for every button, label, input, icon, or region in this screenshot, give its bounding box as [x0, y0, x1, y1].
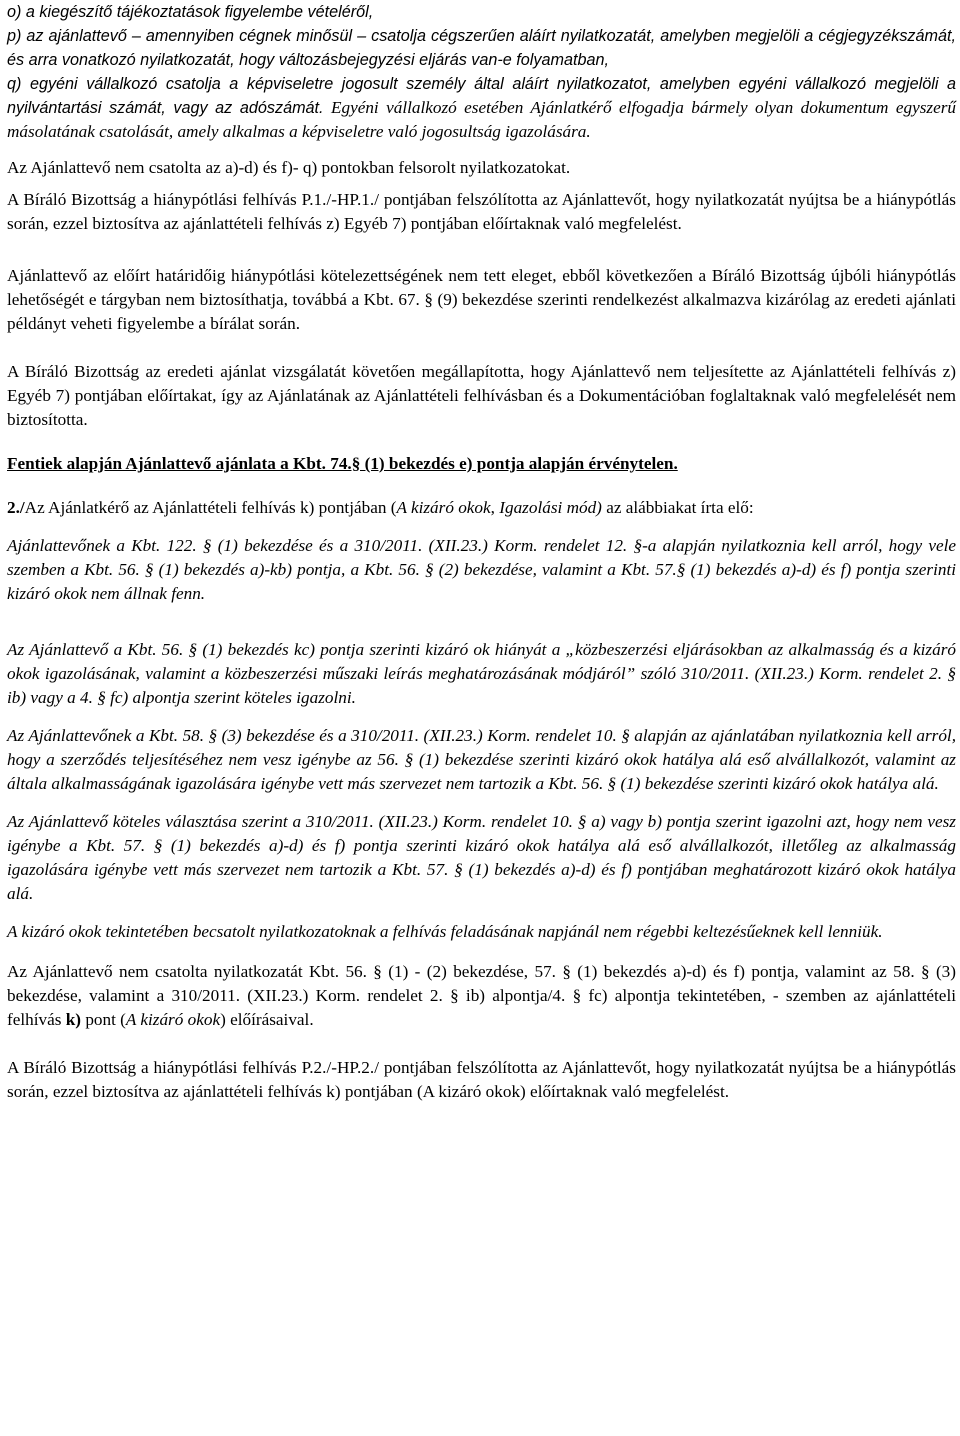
list-item-q: [7, 72, 956, 144]
requirement-2: Az Ajánlattevő a Kbt. 56. § (1) bekezdés kc) pontja szerinti kizáró ok hiányát a „közbeszerzési eljárásokban az alkalmasság és a kizáró okok igazolásának, valamint a közbeszerzési műszaki leírás meghatározásának módjáról” szóló 310/2011. (XII.23.) Korm. rendelet 2. § ib) vagy a 4. § fc) alpontja szerint köteles igazolni.: [7, 640, 956, 707]
para-5-text-1: Az Ajánlattevő nem csatolta nyilatkozatát Kbt. 56. § (1) - (2) bekezdése, 57. § (1) bekezdés a)-d) és f) pontja, valamint az 58. § (3) bekezdése, valamint a 310/2011. (XII.23.) Korm. rendelet 2. § ib) alpontja/4. § fc) alpontja tekintetében, - szemben az ajánlattételi felhívás: [7, 962, 956, 1029]
requirement-1: Ajánlattevőnek a Kbt. 122. § (1) bekezdése és a 310/2011. (XII.23.) Korm. rendelet 12. §-a alapján nyilatkoznia kell arról, hogy vele szemben a Kbt. 56. § (1) bekezdés a)-kb) pontja, a Kbt. 56. § (2) bekezdése, valamint a Kbt. 57.§ (1) bekezdés a)-d) és f) pontja szerinti kizáró okok nem állnak fenn.: [7, 536, 956, 603]
para-5-text-3: ) előírásaival.: [220, 1010, 314, 1029]
conclusion-paragraph: Fentiek alapján Ajánlattevő ajánlata a Kbt. 74.§ (1) bekezdés e) pontja alapján érvénytelen.: [7, 454, 678, 473]
second-deficiency-request-paragraph: A Bíráló Bizottság a hiánypótlási felhívás P.2./-HP.2./ pontjában felszólította az Ajánlattevőt, hogy nyilatkozatát nyújtsa be a hiánypótlás során, ezzel biztosítva az ajánlattételi felhívás k) pontjában (A kizáró okok) előírtaknak való megfelelést.: [7, 1058, 956, 1101]
requirement-4: Az Ajánlattevő köteles választása szerint a 310/2011. (XII.23.) Korm. rendelet 10. § a) vagy b) pontja szerint igazolni azt, hogy nem vesz igénybe a Kbt. 57. § (1) bekezdés a)-d) és f) pontja szerinti kizáró okok hatálya alá eső alvállalkozót, illetőleg az alkalmasság igazolására igénybe vett más szervezet nem tartozik a Kbt. 57. § (1) bekezdés a)-d) és f) pontjában meghatározott kizáró okok hatálya alá.: [7, 812, 956, 903]
section-2-text-1: Az Ajánlatkérő az Ajánlattételi felhívás k) pontjában (: [24, 498, 397, 517]
requirement-5: A kizáró okok tekintetében becsatolt nyilatkozatoknak a felhívás feladásának napjánál nem régebbi keltezésűeknek kell lenniük.: [7, 922, 883, 941]
deficiency-request-paragraph: A Bíráló Bizottság a hiánypótlási felhívás P.1./-HP.1./ pontjában felszólította az Ajánlattevőt, hogy nyilatkozatát nyújtsa be a hiánypótlás során, ezzel biztosítva az ajánlattételi felhívás z) Egyéb 7) pontjában előírtaknak való megfelelést.: [7, 190, 956, 233]
section-2-italic-2: Igazolási mód): [499, 498, 602, 517]
requirement-3: Az Ajánlattevőnek a Kbt. 58. § (3) bekezdése és a 310/2011. (XII.23.) Korm. rendelet 10. § alapján az ajánlatában nyilatkoznia kell arról, hogy a szerződés teljesítéséhez nem vesz igénybe az 56. § (1) bekezdése szerinti kizáró okok hatálya alá eső alvállalkozót, valamint az általa alkalmasságának igazolására igénybe vett más szervezet nem tartozik a Kbt. 56. § (1) bekezdése szerinti kizáró okok hatálya alá.: [7, 726, 956, 793]
list-item-q-text: q) egyéni vállalkozó csatolja a képviseletre jogosult személy által aláírt nyilatkozatot, amelyben egyéni vállalkozó megjelöli a nyilvántartási számát, vagy az adószámát.: [7, 75, 956, 117]
missing-exclusion-statements-paragraph: [7, 960, 956, 1032]
para-5-text-2: pont (: [81, 1010, 126, 1029]
section-2-text-3: az alábbiakat írta elő:: [601, 498, 754, 517]
list-item-o: o) a kiegészítő tájékoztatások figyelembe vételéről,: [7, 3, 374, 21]
section-2-text-2: ,: [490, 498, 500, 517]
para-5-bold: k): [65, 1010, 82, 1029]
deadline-paragraph: Ajánlattevő az előírt határidőig hiánypótlási kötelezettségének nem tett eleget, ebből következően a Bíráló Bizottság újbóli hiánypótlás lehetőségét e tárgyban nem biztosíthatja, továbbá a Kbt. 67. § (9) bekezdése szerinti rendelkezést alkalmazva kizárólag az eredeti ajánlati példányt veheti figyelembe a bírálat során.: [7, 266, 956, 333]
section-2-heading: [7, 496, 956, 520]
list-item-q-extension: Egyéni vállalkozó esetében Ajánlatkérő elfogadja bármely olyan dokumentum egyszerű másolatának csatolását, amely alkalmas a képviseletre való jogosultság igazolására.: [7, 98, 957, 141]
missing-statements-paragraph: Az Ajánlattevő nem csatolta az a)-d) és f)- q) pontokban felsorolt nyilatkozatokat.: [7, 158, 571, 177]
para-5-italic: A kizáró okok: [125, 1010, 221, 1029]
evaluation-paragraph: A Bíráló Bizottság az eredeti ajánlat vizsgálatát követően megállapította, hogy Ajánlattevő nem teljesítette az Ajánlattételi felhívás z) Egyéb 7) pontjában előírtakat, így az Ajánlatának az Ajánlattételi felhívásban és a Dokumentációban foglaltaknak való megfelelését nem biztosította.: [7, 362, 956, 429]
section-2-number: 2./: [7, 498, 25, 517]
section-2-italic-1: A kizáró okok: [396, 498, 491, 517]
list-item-p: p) az ajánlattevő – amennyiben cégnek minősül – csatolja cégszerűen aláírt nyilatkozatát, amelyben megjelöli a cégjegyzékszámát, és arra vonatkozó nyilatkozatát, hogy változásbejegyzési eljárás van-e folyamatban,: [7, 27, 956, 69]
